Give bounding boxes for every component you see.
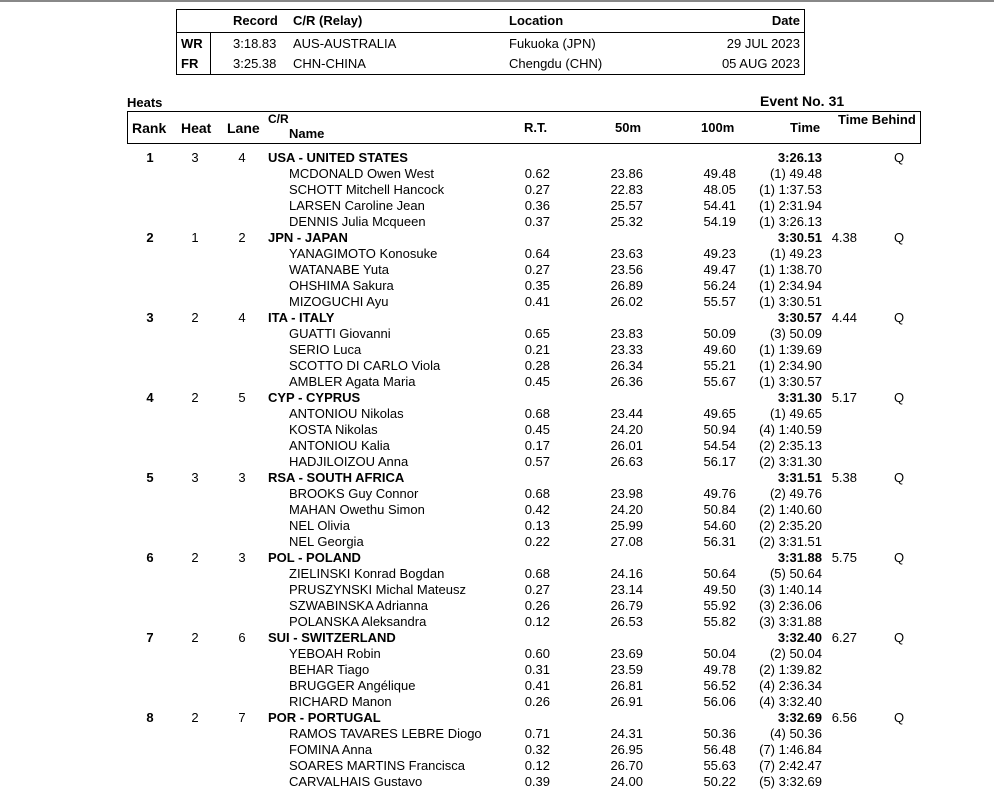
swimmer-name: BRUGGER Angélique bbox=[289, 678, 416, 693]
split-100m: 50.36 bbox=[703, 726, 736, 741]
rank-value: 2 bbox=[146, 230, 154, 245]
split-100m: 49.76 bbox=[703, 486, 736, 501]
swimmer-row bbox=[0, 406, 994, 422]
lane-value: 6 bbox=[238, 630, 246, 645]
split-50m: 23.98 bbox=[610, 486, 643, 501]
team-row bbox=[0, 630, 994, 646]
swimmer-row bbox=[0, 422, 994, 438]
swimmer-name: SZWABINSKA Adrianna bbox=[289, 598, 428, 613]
cumulative-split: (1) 49.65 bbox=[769, 406, 822, 421]
swimmer-row bbox=[0, 262, 994, 278]
swimmer-name: PRUSZYNSKI Michal Mateusz bbox=[289, 582, 466, 597]
reaction-time: 0.28 bbox=[524, 358, 550, 373]
split-100m: 56.52 bbox=[703, 678, 736, 693]
split-50m: 23.44 bbox=[610, 406, 643, 421]
event-label-text: Event No. bbox=[760, 93, 825, 109]
cumulative-split: (1) 1:39.69 bbox=[759, 342, 822, 357]
team-row bbox=[0, 310, 994, 326]
split-100m: 55.82 bbox=[703, 614, 736, 629]
records-header bbox=[177, 10, 804, 31]
split-50m: 26.36 bbox=[610, 374, 643, 389]
split-100m: 50.94 bbox=[703, 422, 736, 437]
swimmer-name: YANAGIMOTO Konosuke bbox=[289, 246, 438, 261]
qualifier-mark: Q bbox=[894, 630, 905, 645]
lane-value: 7 bbox=[238, 710, 246, 725]
team-name: SUI - SWITZERLAND bbox=[268, 630, 396, 645]
records-header-cr: C/R (Relay) bbox=[293, 13, 363, 28]
split-100m: 49.48 bbox=[703, 166, 736, 181]
cumulative-split: (2) 3:31.30 bbox=[759, 454, 822, 469]
split-50m: 26.95 bbox=[610, 742, 643, 757]
swimmer-name: GUATTI Giovanni bbox=[289, 326, 391, 341]
record-code: FR bbox=[181, 56, 199, 71]
swimmer-row bbox=[0, 438, 994, 454]
swimmer-name: YEBOAH Robin bbox=[289, 646, 381, 661]
cumulative-split: (4) 2:36.34 bbox=[759, 678, 822, 693]
swimmer-name: NEL Olivia bbox=[289, 518, 350, 533]
time-behind: 5.75 bbox=[831, 550, 857, 565]
reaction-time: 0.42 bbox=[524, 502, 550, 517]
swimmer-name: NEL Georgia bbox=[289, 534, 364, 549]
swimmer-row bbox=[0, 214, 994, 230]
split-50m: 25.32 bbox=[610, 214, 643, 229]
swimmer-row bbox=[0, 182, 994, 198]
swimmer-row bbox=[0, 294, 994, 310]
record-location: Fukuoka (JPN) bbox=[509, 36, 596, 51]
split-100m: 54.54 bbox=[703, 438, 736, 453]
col-time: Time bbox=[790, 120, 821, 135]
qualifier-mark: Q bbox=[894, 390, 905, 405]
swimmer-row bbox=[0, 358, 994, 374]
split-50m: 24.00 bbox=[610, 774, 643, 789]
split-50m: 23.33 bbox=[610, 342, 643, 357]
split-100m: 56.24 bbox=[703, 278, 736, 293]
split-50m: 26.02 bbox=[610, 294, 643, 309]
team-name: USA - UNITED STATES bbox=[268, 150, 408, 165]
split-100m: 54.19 bbox=[703, 214, 736, 229]
team-name: JPN - JAPAN bbox=[268, 230, 348, 245]
swimmer-row bbox=[0, 454, 994, 470]
team-time: 3:30.57 bbox=[777, 310, 822, 325]
reaction-time: 0.22 bbox=[524, 534, 550, 549]
rank-value: 1 bbox=[146, 150, 154, 165]
reaction-time: 0.26 bbox=[524, 694, 550, 709]
split-50m: 26.79 bbox=[610, 598, 643, 613]
team-name: ITA - ITALY bbox=[268, 310, 335, 325]
col-cr: C/R bbox=[268, 112, 289, 126]
record-time: 3:25.38 bbox=[233, 56, 277, 71]
records-box bbox=[176, 9, 805, 75]
split-100m: 49.47 bbox=[703, 262, 736, 277]
split-50m: 24.20 bbox=[610, 502, 643, 517]
swimmer-row bbox=[0, 246, 994, 262]
rank-value: 7 bbox=[146, 630, 154, 645]
swimmer-name: SERIO Luca bbox=[289, 342, 362, 357]
swimmer-row bbox=[0, 518, 994, 534]
split-50m: 25.99 bbox=[610, 518, 643, 533]
cumulative-split: (4) 1:40.59 bbox=[759, 422, 822, 437]
lane-value: 3 bbox=[238, 550, 246, 565]
heat-value: 2 bbox=[191, 550, 199, 565]
team-time: 3:31.51 bbox=[777, 470, 822, 485]
reaction-time: 0.27 bbox=[524, 262, 550, 277]
swimmer-row bbox=[0, 566, 994, 582]
lane-value: 5 bbox=[238, 390, 246, 405]
swimmer-row bbox=[0, 582, 994, 598]
reaction-time: 0.45 bbox=[524, 422, 550, 437]
event-number-value: 31 bbox=[828, 93, 845, 109]
swimmer-row bbox=[0, 742, 994, 758]
reaction-time: 0.68 bbox=[524, 406, 550, 421]
swimmer-row bbox=[0, 694, 994, 710]
swimmer-name: FOMINA Anna bbox=[289, 742, 373, 757]
col-100m: 100m bbox=[701, 120, 735, 135]
split-100m: 55.63 bbox=[703, 758, 736, 773]
split-100m: 50.64 bbox=[703, 566, 736, 581]
cumulative-split: (2) 49.76 bbox=[769, 486, 822, 501]
split-50m: 26.81 bbox=[610, 678, 643, 693]
reaction-time: 0.60 bbox=[524, 646, 550, 661]
heat-value: 2 bbox=[191, 630, 199, 645]
cumulative-split: (3) 3:31.88 bbox=[759, 614, 822, 629]
swimmer-row bbox=[0, 678, 994, 694]
records-header-date: Date bbox=[771, 13, 800, 28]
team-time: 3:32.69 bbox=[777, 710, 822, 725]
cumulative-split: (1) 49.23 bbox=[769, 246, 822, 261]
split-50m: 26.34 bbox=[610, 358, 643, 373]
split-100m: 54.41 bbox=[703, 198, 736, 213]
swimmer-row bbox=[0, 598, 994, 614]
split-50m: 23.86 bbox=[610, 166, 643, 181]
split-50m: 24.20 bbox=[610, 422, 643, 437]
records-divider bbox=[210, 32, 211, 74]
swimmer-row bbox=[0, 534, 994, 550]
qualifier-mark: Q bbox=[894, 230, 905, 245]
qualifier-mark: Q bbox=[894, 310, 905, 325]
reaction-time: 0.27 bbox=[524, 582, 550, 597]
split-100m: 55.57 bbox=[703, 294, 736, 309]
results-list bbox=[0, 150, 994, 790]
col-name: Name bbox=[289, 126, 325, 141]
record-date: 05 AUG 2023 bbox=[721, 56, 800, 71]
team-row bbox=[0, 390, 994, 406]
swimmer-row bbox=[0, 774, 994, 790]
cumulative-split: (5) 3:32.69 bbox=[759, 774, 822, 789]
swimmer-name: WATANABE Yuta bbox=[289, 262, 389, 277]
time-behind: 6.56 bbox=[831, 710, 857, 725]
split-50m: 24.16 bbox=[610, 566, 643, 581]
swimmer-name: CARVALHAIS Gustavo bbox=[289, 774, 423, 789]
cumulative-split: (1) 49.48 bbox=[769, 166, 822, 181]
cumulative-split: (2) 3:31.51 bbox=[759, 534, 822, 549]
cumulative-split: (7) 2:42.47 bbox=[759, 758, 822, 773]
swimmer-name: MIZOGUCHI Ayu bbox=[289, 294, 389, 309]
record-date: 29 JUL 2023 bbox=[726, 36, 800, 51]
heat-value: 2 bbox=[191, 310, 199, 325]
swimmer-name: SCHOTT Mitchell Hancock bbox=[289, 182, 445, 197]
split-100m: 50.22 bbox=[703, 774, 736, 789]
team-time: 3:30.51 bbox=[777, 230, 822, 245]
swimmer-row bbox=[0, 278, 994, 294]
swimmer-row bbox=[0, 614, 994, 630]
team-time: 3:31.30 bbox=[777, 390, 822, 405]
col-lane: Lane bbox=[227, 120, 260, 136]
cumulative-split: (2) 1:40.60 bbox=[759, 502, 822, 517]
record-holder: CHN-CHINA bbox=[293, 56, 366, 71]
reaction-time: 0.37 bbox=[524, 214, 550, 229]
split-100m: 56.48 bbox=[703, 742, 736, 757]
swimmer-name: BEHAR Tiago bbox=[289, 662, 370, 677]
cumulative-split: (2) 2:35.20 bbox=[759, 518, 822, 533]
split-50m: 27.08 bbox=[610, 534, 643, 549]
swimmer-row bbox=[0, 342, 994, 358]
col-rank: Rank bbox=[132, 120, 167, 136]
swimmer-name: LARSEN Caroline Jean bbox=[289, 198, 425, 213]
record-location: Chengdu (CHN) bbox=[509, 56, 603, 71]
record-time: 3:18.83 bbox=[233, 36, 277, 51]
split-50m: 26.01 bbox=[610, 438, 643, 453]
swimmer-name: BROOKS Guy Connor bbox=[289, 486, 419, 501]
split-100m: 48.05 bbox=[703, 182, 736, 197]
cumulative-split: (1) 2:34.90 bbox=[759, 358, 822, 373]
record-holder: AUS-AUSTRALIA bbox=[293, 36, 397, 51]
reaction-time: 0.32 bbox=[524, 742, 550, 757]
split-100m: 55.67 bbox=[703, 374, 736, 389]
reaction-time: 0.41 bbox=[524, 294, 550, 309]
split-50m: 23.59 bbox=[610, 662, 643, 677]
swimmer-name: SCOTTO DI CARLO Viola bbox=[289, 358, 441, 373]
split-100m: 56.31 bbox=[703, 534, 736, 549]
reaction-time: 0.41 bbox=[524, 678, 550, 693]
split-50m: 23.14 bbox=[610, 582, 643, 597]
split-100m: 49.23 bbox=[703, 246, 736, 261]
col-heat: Heat bbox=[181, 120, 212, 136]
split-100m: 56.06 bbox=[703, 694, 736, 709]
split-100m: 56.17 bbox=[703, 454, 736, 469]
team-time: 3:32.40 bbox=[777, 630, 822, 645]
cumulative-split: (1) 2:31.94 bbox=[759, 198, 822, 213]
cumulative-split: (2) 1:39.82 bbox=[759, 662, 822, 677]
rank-value: 8 bbox=[146, 710, 154, 725]
team-name: POL - POLAND bbox=[268, 550, 361, 565]
reaction-time: 0.68 bbox=[524, 566, 550, 581]
swimmer-row bbox=[0, 662, 994, 678]
cumulative-split: (1) 3:30.51 bbox=[759, 294, 822, 309]
record-row-fr bbox=[177, 53, 804, 74]
reaction-time: 0.13 bbox=[524, 518, 550, 533]
split-50m: 26.70 bbox=[610, 758, 643, 773]
cumulative-split: (3) 50.09 bbox=[769, 326, 822, 341]
split-100m: 50.09 bbox=[703, 326, 736, 341]
split-100m: 49.60 bbox=[703, 342, 736, 357]
lane-value: 4 bbox=[238, 310, 246, 325]
cumulative-split: (2) 50.04 bbox=[769, 646, 822, 661]
reaction-time: 0.12 bbox=[524, 614, 550, 629]
rank-value: 6 bbox=[146, 550, 154, 565]
swimmer-row bbox=[0, 326, 994, 342]
time-behind: 4.38 bbox=[831, 230, 857, 245]
reaction-time: 0.45 bbox=[524, 374, 550, 389]
results-header bbox=[127, 111, 921, 144]
lane-value: 3 bbox=[238, 470, 246, 485]
top-rule bbox=[0, 0, 994, 2]
split-50m: 26.53 bbox=[610, 614, 643, 629]
record-row-wr bbox=[177, 32, 804, 54]
reaction-time: 0.27 bbox=[524, 182, 550, 197]
record-code: WR bbox=[181, 36, 203, 51]
swimmer-row bbox=[0, 726, 994, 742]
lane-value: 2 bbox=[238, 230, 246, 245]
swimmer-row bbox=[0, 166, 994, 182]
split-50m: 24.31 bbox=[610, 726, 643, 741]
reaction-time: 0.26 bbox=[524, 598, 550, 613]
swimmer-name: RAMOS TAVARES LEBRE Diogo bbox=[289, 726, 482, 741]
swimmer-name: POLANSKA Aleksandra bbox=[289, 614, 427, 629]
cumulative-split: (1) 1:37.53 bbox=[759, 182, 822, 197]
swimmer-name: KOSTA Nikolas bbox=[289, 422, 378, 437]
cumulative-split: (3) 2:36.06 bbox=[759, 598, 822, 613]
split-50m: 26.89 bbox=[610, 278, 643, 293]
swimmer-row bbox=[0, 646, 994, 662]
time-behind: 5.38 bbox=[831, 470, 857, 485]
heat-value: 3 bbox=[191, 470, 199, 485]
split-50m: 23.56 bbox=[610, 262, 643, 277]
qualifier-mark: Q bbox=[894, 550, 905, 565]
swimmer-name: MAHAN Owethu Simon bbox=[289, 502, 425, 517]
split-100m: 49.78 bbox=[703, 662, 736, 677]
split-100m: 55.92 bbox=[703, 598, 736, 613]
col-time-behind: Time Behind bbox=[838, 112, 916, 127]
reaction-time: 0.31 bbox=[524, 662, 550, 677]
col-50m: 50m bbox=[615, 120, 642, 135]
records-header-location: Location bbox=[509, 13, 564, 28]
split-50m: 23.83 bbox=[610, 326, 643, 341]
swimmer-name: OHSHIMA Sakura bbox=[289, 278, 394, 293]
heat-value: 2 bbox=[191, 390, 199, 405]
split-100m: 50.04 bbox=[703, 646, 736, 661]
team-time: 3:31.88 bbox=[777, 550, 822, 565]
swimmer-row bbox=[0, 486, 994, 502]
cumulative-split: (4) 50.36 bbox=[769, 726, 822, 741]
swimmer-row bbox=[0, 758, 994, 774]
team-row bbox=[0, 150, 994, 166]
team-name: CYP - CYPRUS bbox=[268, 390, 361, 405]
reaction-time: 0.35 bbox=[524, 278, 550, 293]
cumulative-split: (1) 3:30.57 bbox=[759, 374, 822, 389]
split-100m: 49.65 bbox=[703, 406, 736, 421]
col-rt: R.T. bbox=[524, 120, 548, 135]
cumulative-split: (5) 50.64 bbox=[769, 566, 822, 581]
reaction-time: 0.39 bbox=[524, 774, 550, 789]
rank-value: 5 bbox=[146, 470, 154, 485]
cumulative-split: (2) 2:35.13 bbox=[759, 438, 822, 453]
reaction-time: 0.64 bbox=[524, 246, 550, 261]
split-50m: 26.63 bbox=[610, 454, 643, 469]
lane-value: 4 bbox=[238, 150, 246, 165]
swimmer-name: ZIELINSKI Konrad Bogdan bbox=[289, 566, 445, 581]
cumulative-split: (7) 1:46.84 bbox=[759, 742, 822, 757]
qualifier-mark: Q bbox=[894, 710, 905, 725]
team-row bbox=[0, 470, 994, 486]
split-50m: 25.57 bbox=[610, 198, 643, 213]
split-50m: 23.69 bbox=[610, 646, 643, 661]
swimmer-name: AMBLER Agata Maria bbox=[289, 374, 416, 389]
qualifier-mark: Q bbox=[894, 150, 905, 165]
swimmer-name: RICHARD Manon bbox=[289, 694, 392, 709]
team-row bbox=[0, 550, 994, 566]
swimmer-row bbox=[0, 198, 994, 214]
reaction-time: 0.17 bbox=[524, 438, 550, 453]
split-100m: 49.50 bbox=[703, 582, 736, 597]
cumulative-split: (3) 1:40.14 bbox=[759, 582, 822, 597]
reaction-time: 0.12 bbox=[524, 758, 550, 773]
reaction-time: 0.71 bbox=[524, 726, 550, 741]
team-name: POR - PORTUGAL bbox=[268, 710, 381, 725]
split-100m: 54.60 bbox=[703, 518, 736, 533]
cumulative-split: (1) 2:34.94 bbox=[759, 278, 822, 293]
swimmer-row bbox=[0, 502, 994, 518]
records-header-record: Record bbox=[233, 13, 278, 28]
reaction-time: 0.36 bbox=[524, 198, 550, 213]
swimmer-name: ANTONIOU Nikolas bbox=[289, 406, 404, 421]
split-50m: 22.83 bbox=[610, 182, 643, 197]
heat-value: 1 bbox=[191, 230, 199, 245]
reaction-time: 0.21 bbox=[524, 342, 550, 357]
cumulative-split: (1) 3:26.13 bbox=[759, 214, 822, 229]
team-time: 3:26.13 bbox=[777, 150, 822, 165]
cumulative-split: (4) 3:32.40 bbox=[759, 694, 822, 709]
reaction-time: 0.68 bbox=[524, 486, 550, 501]
rank-value: 4 bbox=[146, 390, 154, 405]
heat-value: 3 bbox=[191, 150, 199, 165]
time-behind: 5.17 bbox=[831, 390, 857, 405]
rank-value: 3 bbox=[146, 310, 154, 325]
team-row bbox=[0, 230, 994, 246]
swimmer-name: ANTONIOU Kalia bbox=[289, 438, 390, 453]
team-row bbox=[0, 710, 994, 726]
swimmer-name: SOARES MARTINS Francisca bbox=[289, 758, 466, 773]
reaction-time: 0.62 bbox=[524, 166, 550, 181]
heat-value: 2 bbox=[191, 710, 199, 725]
event-number bbox=[760, 93, 844, 109]
split-100m: 50.84 bbox=[703, 502, 736, 517]
split-50m: 26.91 bbox=[610, 694, 643, 709]
split-100m: 55.21 bbox=[703, 358, 736, 373]
team-name: RSA - SOUTH AFRICA bbox=[268, 470, 405, 485]
cumulative-split: (1) 1:38.70 bbox=[759, 262, 822, 277]
swimmer-name: HADJILOIZOU Anna bbox=[289, 454, 409, 469]
heats-label: Heats bbox=[127, 95, 163, 110]
qualifier-mark: Q bbox=[894, 470, 905, 485]
swimmer-name: MCDONALD Owen West bbox=[289, 166, 434, 181]
time-behind: 6.27 bbox=[831, 630, 857, 645]
swimmer-row bbox=[0, 374, 994, 390]
swimmer-name: DENNIS Julia Mcqueen bbox=[289, 214, 426, 229]
time-behind: 4.44 bbox=[831, 310, 857, 325]
split-50m: 23.63 bbox=[610, 246, 643, 261]
reaction-time: 0.57 bbox=[524, 454, 550, 469]
reaction-time: 0.65 bbox=[524, 326, 550, 341]
